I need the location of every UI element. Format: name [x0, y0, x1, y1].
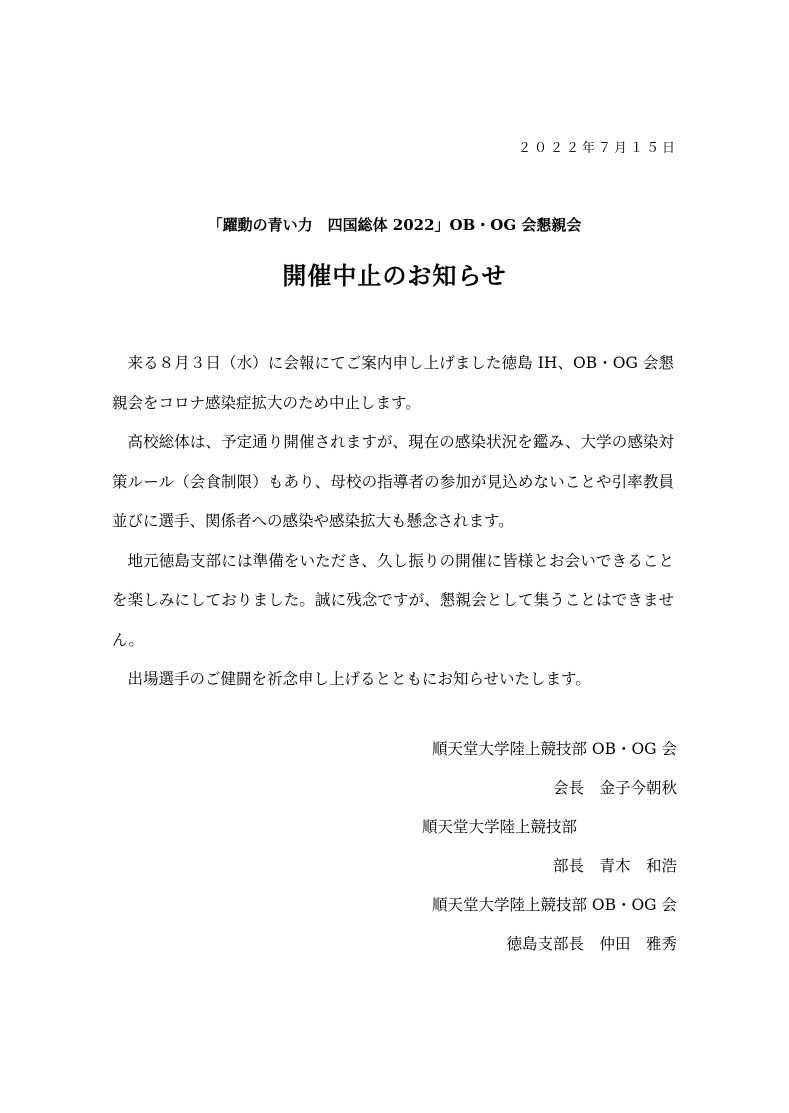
- paragraph-reason: 高校総体は、予定通り開催されますが、現在の感染状況を鑑み、大学の感染対策ルール（会食制限）もあり、母校の指導者の参加が見込めないことや引率教員並びに選手、関係者への感染や感染拡大も懸念されます。: [112, 433, 674, 530]
- paragraph-closing: 出場選手のご健闘を祈念申し上げるとともにお知らせいたします。: [127, 670, 591, 688]
- signature-branch-head-text: 徳島支部長 仲田 雅秀: [506, 935, 677, 953]
- signature-org-1-text: 順天堂大学陸上競技部 OB・OG 会: [431, 740, 677, 758]
- document-title: 開催中止のお知らせ: [282, 261, 507, 290]
- document-date: ２０２２年７月１５日: [517, 141, 678, 156]
- signature-club-head: [0, 853, 789, 879]
- signature-branch-head: [0, 931, 789, 957]
- signature-president: [0, 775, 789, 801]
- signature-org-3: [0, 892, 789, 918]
- signature-org-2: [0, 814, 789, 840]
- signature-president-text: 会長 金子今朝秋: [552, 779, 677, 797]
- signature-org-3-text: 順天堂大学陸上競技部 OB・OG 会: [431, 896, 677, 914]
- body-text: [112, 344, 674, 700]
- paragraph-cancellation: 来る８月３日（水）に会報にてご案内申し上げました徳島 IH、OB・OG 会懇親会をコロナ感染症拡大のため中止します。: [112, 354, 674, 412]
- signature-org-1: [0, 736, 789, 762]
- signature-club-head-text: 部長 青木 和浩: [552, 857, 677, 875]
- signature-org-2-text: 順天堂大学陸上競技部: [422, 818, 578, 836]
- event-name: 「躍動の青い力 四国総体 2022」OB・OG 会懇親会: [207, 216, 582, 234]
- paragraph-apology: 地元徳島支部には準備をいただき、久し振りの開催に皆様とお会いできることを楽しみにしておりました。誠に残念ですが、懇親会として集うことはできません。: [112, 551, 674, 649]
